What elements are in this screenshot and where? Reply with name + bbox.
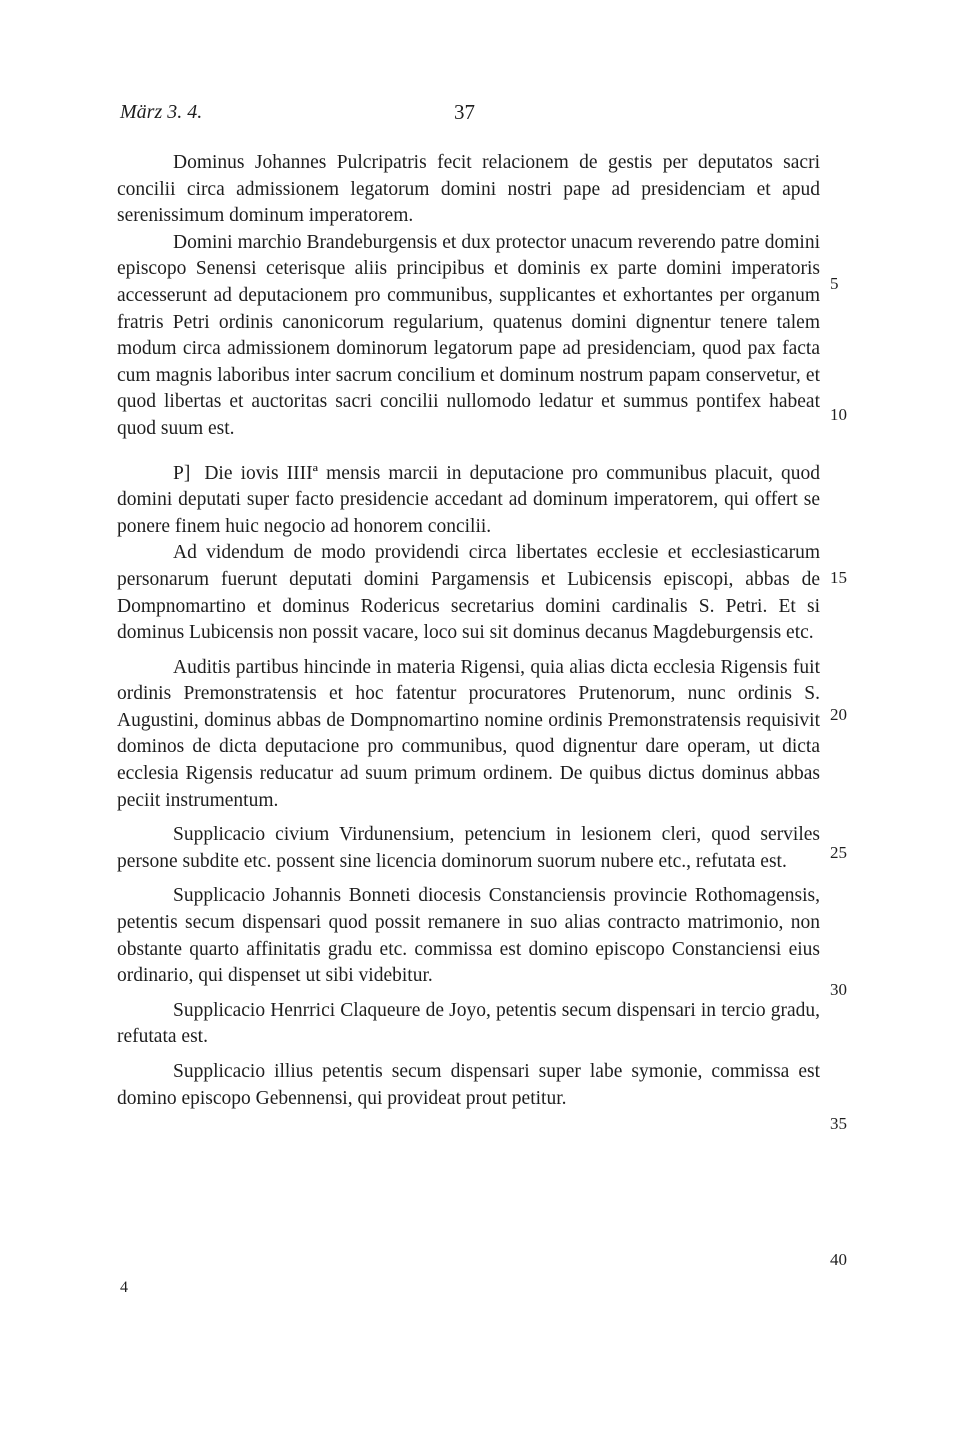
line-number-10: 10 <box>830 405 847 424</box>
footnote-marker: 4 <box>120 1279 128 1296</box>
date-heading: März 3. 4. <box>120 101 203 123</box>
line-number-40: 40 <box>830 1250 847 1269</box>
paragraph-2: Domini marchio Brandeburgensis et dux protector unacum reverendo patre domini episcopo Senensi ceterisque aliis principibus et dominis ex parte domini imperatoris accesserunt ad deputacionem pro communibus, supplicantes et exhortantes per organum fratris Petri ordinis canonicorum regularium, quatenus domini dignentur tenere talem modum circa admissionem dominorum legatorum pape ad presidenciam, quod pax facta cum magnis laboribus inter sacrum concilium et dominum nostrum papam conservetur, et quod libertas et auctoritas sacri concilii nullomodo ledatur et summus pontifex habeat quod suum est. <box>117 231 820 439</box>
line-number-15: 15 <box>830 568 847 587</box>
paragraph-7: Supplicacio Johannis Bonneti diocesis Constanciensis provincie Rothomagensis, petentis secum dispensari quod possit remanere in suo alias contracto matrimonio, non obstante quarto affinitatis gradu etc. commissa est domino episcopo Constanciensi eius ordinario, qui dispenset ut sibi videbitur. <box>117 885 820 987</box>
paragraph-4: Ad videndum de modo providendi circa libertates ecclesie et ecclesiasticarum personarum fuerunt deputati domini Pargamensis et Lubicensis episcopi, abbas de Dompnomartino et dominus Rodericus secretarius domini cardinalis S. Petri. Et si dominus Lubicensis non possit vacare, loco sui sit dominus decanus Magdeburgensis etc. <box>117 542 820 644</box>
line-number-20: 20 <box>830 705 847 724</box>
page-header <box>120 98 720 130</box>
paragraph-1: Dominus Johannes Pulcripatris fecit relacionem de gestis per deputatos sacri concilii circa admissionem legatorum domini nostri pape ad presidenciam et apud serenissimum dominum imperatorem. <box>117 152 820 227</box>
paragraph-8: Supplicacio Henrrici Claqueure de Joyo, petentis secum dispensari in tercio gradu, refutata est. <box>117 999 820 1048</box>
paragraph-5: Auditis partibus hincinde in materia Rigensi, quia alias dicta ecclesia Rigensis fuit ordinis Premonstratensis et hoc fatentur procuratores Prutenorum, nunc ordinis S. Augustini, dominus abbas de Dompnomartino nomine ordinis Premonstratensis requisivit dominos de dicta deputacione pro communibus, quod dignentur dare operam, ut dicta ecclesia Rigensis reducatur ad suum primum ordinem. De quibus dictus dominus abbas peciit instrumentum. <box>117 656 820 811</box>
line-number-5: 5 <box>830 274 839 293</box>
body-text <box>117 150 820 1112</box>
paragraph-3-text: Die iovis IIIIª mensis marcii in deputacione pro communibus placuit, quod domini deputati super facto presidencie accedant ad dominum imperatorem, qui offert se ponere finem huic negocio ad honorem concilii. <box>117 462 820 537</box>
section-marker: P] <box>173 462 191 484</box>
paragraph-3 <box>117 461 820 541</box>
line-number-30: 30 <box>830 980 847 999</box>
paragraph-6: Supplicacio civium Virdunensium, petencium in lesionem cleri, quod serviles persone subdite etc. possent sine licencia dominorum suorum nubere etc., refutata est. <box>117 824 820 872</box>
page-number: 37 <box>454 100 475 124</box>
paragraph-9: Supplicacio illius petentis secum dispensari super labe symonie, commissa est domino episcopo Gebennensi, qui provideat prout petitur. <box>117 1061 820 1109</box>
line-number-35: 35 <box>830 1114 847 1133</box>
line-number-25: 25 <box>830 843 847 862</box>
